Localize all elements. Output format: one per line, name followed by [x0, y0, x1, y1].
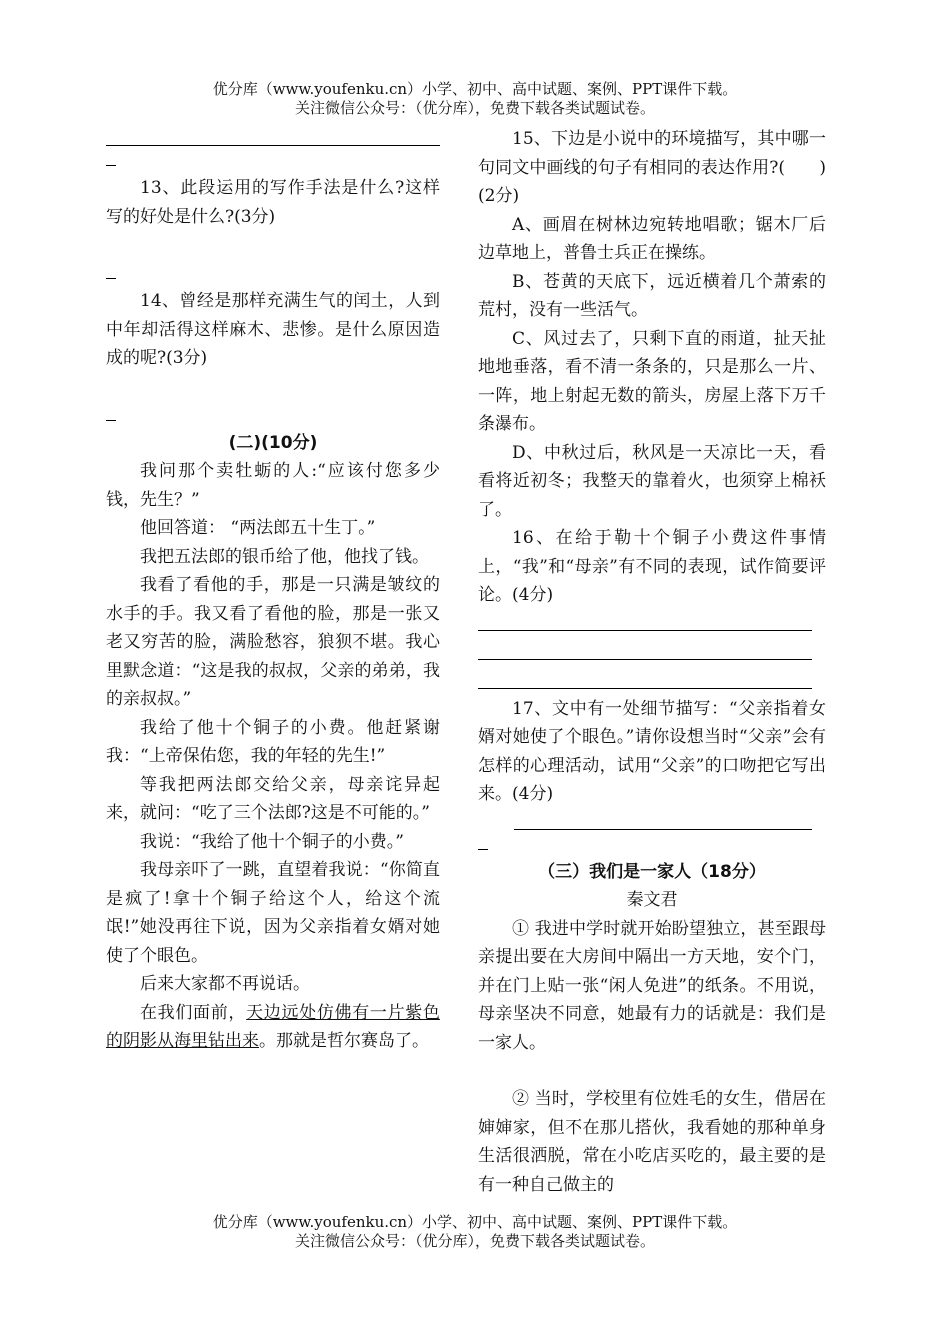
passage-paragraph: 后来大家都不再说话。	[140, 974, 310, 994]
question-15: 15、下边是小说中的环境描写，其中哪一句同文中画线的句子有相同的表达作用?( )(2分)	[478, 129, 826, 206]
passage-paragraph: 我说：“我给了他十个铜子的小费。”	[140, 831, 404, 852]
page-footer	[0, 1213, 950, 1251]
right-column	[478, 125, 826, 1199]
passage-paragraph: ② 当时，学校里有位姓毛的女生，借居在婶婶家，但不在那儿搭伙，我看她的那种单身生活很洒脱，常在小吃店买吃的，最主要的是有一种自己做主的	[478, 1089, 826, 1195]
option-d: D、中秋过后，秋风是一天凉比一天，看看将近初冬；我整天的靠着火，也须穿上棉袄了。	[478, 442, 826, 520]
underlined-sentence: 天边远处仿佛有一片紫色的阴影从海里钻出来	[106, 1002, 440, 1051]
question-17: 17、文中有一处细节描写：“父亲指着女婿对她使了个眼色。”请你设想当时“父亲”会有怎样的心理活动，试用“父亲”的口吻把它写出来。(4分)	[478, 698, 826, 804]
passage-paragraph: ① 我进中学时就开始盼望独立，甚至跟母亲提出要在大房间中隔出一方天地，安个门，并在门上贴一张“闲人免进”的纸条。不用说，母亲坚决不同意，她最有力的话就是：我们是一家人。	[478, 918, 826, 1053]
page-header	[0, 80, 950, 118]
header-line-2: 关注微信公众号：（优分库），免费下载各类试题试卷。	[294, 99, 655, 117]
author: 秦文君	[626, 890, 678, 910]
text-run: 在我们面前，	[140, 1002, 247, 1023]
option-b: B、苍黄的天底下，远近横着几个萧索的荒村，没有一些活气。	[478, 271, 826, 320]
passage-last-paragraph	[106, 999, 440, 1056]
passage-paragraph: 我给了他十个铜子的小费。他赶紧谢我：“上帝保佑您，我的年轻的先生!”	[106, 717, 440, 766]
passage-paragraph: 我母亲吓了一跳，直望着我说：“你简直是疯了!拿十个铜子给这个人，给这个流氓!”她没再往下说，因为父亲指着女婿对她使了个眼色。	[106, 860, 440, 966]
question-14: 14、曾经是那样充满生气的闰土，人到中年却活得这样麻木、悲惨。是什么原因造成的呢?(3分)	[106, 291, 440, 368]
passage-paragraph: 我问那个卖牡蛎的人:“应该付您多少钱，先生？”	[106, 461, 440, 510]
footer-line-2: 关注微信公众号：（优分库），免费下载各类试题试卷。	[294, 1232, 655, 1250]
passage-paragraph: 我看了看他的手，那是一只满是皱纹的水手的手。我又看了看他的脸，那是一张又老又穷苦的脸，满脸愁容，狼狈不堪。我心里默念道：“这是我的叔叔，父亲的弟弟，我的亲叔叔。”	[106, 575, 440, 709]
answer-dash	[106, 146, 440, 174]
section-2-title: (二)(10分)	[228, 432, 318, 453]
left-column	[106, 125, 440, 1056]
answer-line	[106, 125, 440, 146]
question-16: 16、在给于勒十个铜子小费这件事情上，“我”和“母亲”有不同的表现，试作简要评论。(4分)	[478, 528, 826, 605]
header-line-1: 优分库（www.youfenku.cn）小学、初中、高中试题、案例、PPT课件下载。	[212, 80, 738, 98]
answer-line	[478, 660, 812, 689]
option-c: C、风过去了，只剩下直的雨道，扯天扯地地垂落，看不清一条条的，只是那么一片、一阵，地上射起无数的箭头，房屋上落下万千条瀑布。	[478, 328, 826, 434]
answer-dash	[478, 830, 826, 858]
question-13: 13、此段运用的写作手法是什么?这样写的好处是什么?(3分)	[106, 178, 440, 227]
answer-dash	[106, 259, 440, 287]
passage-paragraph: 我把五法郎的银币给了他，他找了钱。	[140, 546, 429, 567]
passage-paragraph: 等我把两法郎交给父亲，母亲诧异起来，就问：“吃了三个法郎?这是不可能的。”	[106, 774, 440, 823]
answer-line	[514, 809, 812, 830]
answer-line	[478, 610, 812, 631]
answer-line	[478, 631, 812, 660]
section-3-title: （三）我们是一家人（18分）	[538, 861, 766, 882]
text-run: 。那就是哲尔赛岛了。	[259, 1031, 429, 1051]
passage-paragraph: 他回答道： “两法郎五十生丁。”	[140, 518, 376, 538]
option-a: A、画眉在树林边宛转地唱歌；锯木厂后边草地上，普鲁士兵正在操练。	[478, 214, 826, 263]
footer-line-1: 优分库（www.youfenku.cn）小学、初中、高中试题、案例、PPT课件下载。	[212, 1213, 738, 1231]
answer-dash	[106, 401, 440, 429]
